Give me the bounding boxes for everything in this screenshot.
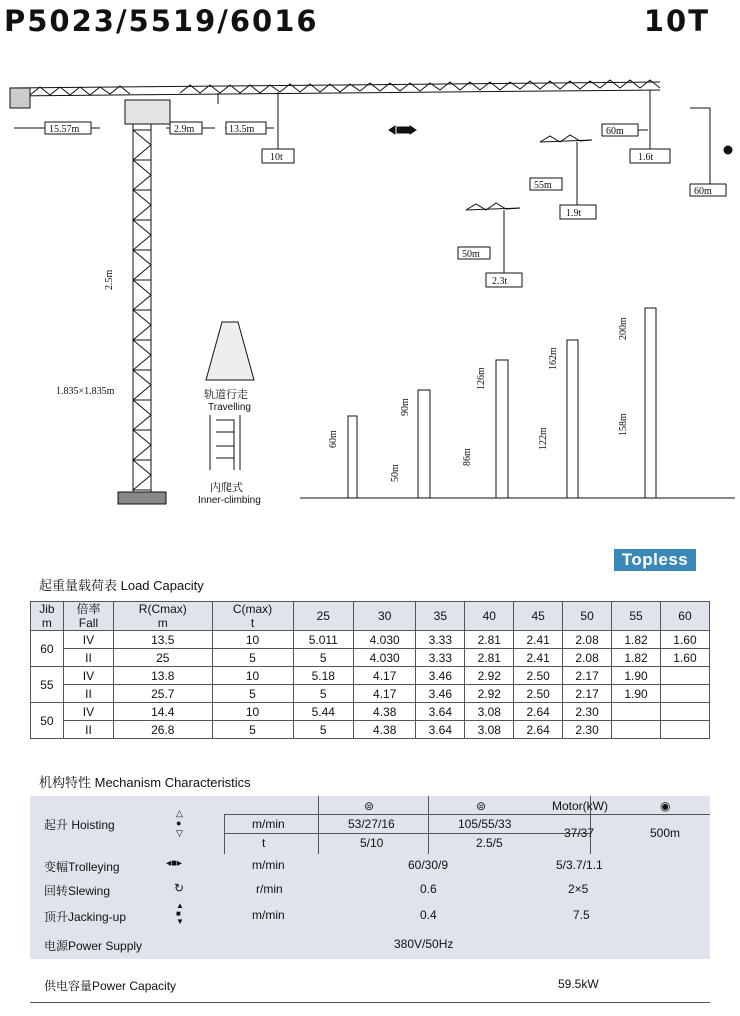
power-capacity-label: 供电容量Power Capacity [44, 979, 177, 993]
jib-length-cell: 60 [31, 631, 64, 667]
table-cell: 4.030 [354, 649, 416, 667]
header-line-1: 60 [678, 609, 692, 623]
dim-max-load-radius: 13.5m [229, 124, 255, 135]
table-header [416, 602, 465, 631]
table-row [31, 667, 710, 685]
header-line-1: 倍率 [76, 602, 101, 616]
table-cell: 5 [293, 649, 354, 667]
hoisting-rope: 500m [650, 826, 681, 840]
table-cell: 4.17 [354, 685, 416, 703]
table-header [114, 602, 212, 631]
dim-head: 2.9m [174, 124, 195, 135]
power-capacity-row [30, 959, 710, 1003]
table-header [293, 602, 354, 631]
hoisting-load-b: 2.5/5 [476, 836, 503, 850]
header-line-1: 25 [316, 609, 330, 623]
table-cell: 2.92 [465, 667, 514, 685]
header-line-1: 35 [433, 609, 447, 623]
hoisting-load-a: 5/10 [360, 836, 384, 850]
power-supply-label: 电源Power Supply [44, 939, 143, 953]
table-row [31, 649, 710, 667]
table-cell: 2.50 [514, 667, 563, 685]
hoisting-unit-speed: m/min [252, 817, 285, 831]
table-header [660, 602, 709, 631]
header-line-2: Fall [78, 616, 99, 630]
dim-jib-rear: 15.57m [49, 124, 80, 135]
inner-climbing-cn: 内爬式 [210, 481, 243, 494]
slewing-row [30, 877, 710, 902]
table-cell: II [63, 685, 113, 703]
header-line-2: m [157, 616, 168, 630]
height-label: 90m [400, 398, 411, 416]
jacking-unit: m/min [252, 908, 285, 922]
dim-jib-60-radius: 60m [606, 126, 624, 137]
table-row [31, 703, 710, 721]
trolleying-motor: 5/3.7/1.1 [556, 858, 603, 872]
table-cell: 4.38 [354, 703, 416, 721]
header-line-2: t [250, 616, 255, 630]
table-cell [660, 685, 709, 703]
slewing-unit: r/min [256, 882, 283, 896]
table-cell: 5 [212, 685, 293, 703]
height-label: 126m [476, 367, 487, 390]
table-header [514, 602, 563, 631]
table-cell: 2.17 [563, 667, 612, 685]
travelling-en: Travelling [208, 402, 251, 413]
jacking-speed: 0.4 [420, 908, 437, 922]
table-header [212, 602, 293, 631]
jacking-label: 顶升Jacking-up [44, 910, 127, 924]
table-cell: II [63, 721, 113, 739]
header-line-1: C(max) [232, 602, 273, 616]
table-cell: 3.33 [416, 631, 465, 649]
table-cell: 2.64 [514, 703, 563, 721]
power-capacity-value: 59.5kW [558, 977, 599, 991]
table-header [31, 602, 64, 631]
table-cell: 3.64 [416, 721, 465, 739]
table-cell: 10 [212, 631, 293, 649]
table-cell: 2.41 [514, 631, 563, 649]
table-cell: 3.33 [416, 649, 465, 667]
table-cell: 1.60 [660, 649, 709, 667]
hoisting-row [30, 796, 710, 855]
table-cell: 2.81 [465, 631, 514, 649]
table-header [563, 602, 612, 631]
table-cell: 3.64 [416, 703, 465, 721]
table-cell: 10 [212, 667, 293, 685]
slewing-label: 回转Slewing [44, 884, 111, 898]
table-cell: 3.08 [465, 721, 514, 739]
capacity-title: 10T [643, 4, 710, 38]
table-cell: IV [63, 703, 113, 721]
power-supply-row [30, 928, 710, 960]
table-header [465, 602, 514, 631]
table-cell: 1.90 [612, 685, 661, 703]
header-line-1: 45 [531, 609, 545, 623]
mechanism-table [30, 796, 710, 1006]
trolleying-row [30, 854, 710, 878]
table-cell: 2.08 [563, 631, 612, 649]
table-cell [660, 703, 709, 721]
table-cell: 26.8 [114, 721, 212, 739]
travelling-cn: 轨道行走 [204, 388, 248, 401]
load-capacity-table [30, 601, 710, 739]
dim-jib-50-tip-load: 2.3t [492, 276, 508, 287]
hoisting-label: 起升 Hoisting [44, 818, 115, 832]
header-line-2: m [41, 616, 52, 630]
header-line-1: 40 [482, 609, 496, 623]
dim-mast-section: 2.5m [104, 269, 115, 290]
table-header [612, 602, 661, 631]
rope-icon: ◉ [660, 799, 671, 813]
table-cell: 5.18 [293, 667, 354, 685]
table-cell: 2.41 [514, 649, 563, 667]
table-cell: 3.46 [416, 667, 465, 685]
header-line-1: 55 [629, 609, 643, 623]
up-down-icon: △ ● ▽ [176, 808, 183, 838]
height-label: 60m [328, 430, 339, 448]
hoisting-speed-b: 105/55/33 [458, 817, 512, 831]
header-line-1: 50 [580, 609, 594, 623]
jacking-row [30, 901, 710, 929]
slewing-speed: 0.6 [420, 882, 437, 896]
dim-max-load: 10t [270, 152, 283, 163]
table-cell: 1.82 [612, 631, 661, 649]
height-label: 86m [462, 448, 473, 466]
table-cell: IV [63, 631, 113, 649]
table-cell: 1.60 [660, 631, 709, 649]
height-label: 158m [618, 413, 629, 436]
jib-length-cell: 55 [31, 667, 64, 703]
mechanism-title: 机构特性 Mechanism Characteristics [39, 775, 251, 790]
table-cell: 5 [212, 721, 293, 739]
table-cell: 5.44 [293, 703, 354, 721]
drum-a-icon: ⊜ [364, 799, 375, 813]
trolley-icon: ◂■▸ [166, 858, 183, 869]
table-cell: 25.7 [114, 685, 212, 703]
table-cell: 1.90 [612, 667, 661, 685]
drum-b-icon: ⊜ [476, 799, 487, 813]
table-cell: 5 [293, 685, 354, 703]
table-cell: 2.50 [514, 685, 563, 703]
dim-jib-55-radius: 55m [534, 180, 552, 191]
table-cell: 1.82 [612, 649, 661, 667]
motor-header: Motor(kW) [552, 799, 608, 813]
height-label: 200m [618, 317, 629, 340]
hoisting-unit-load: t [262, 836, 266, 850]
slewing-icon: ↻ [174, 881, 185, 895]
table-cell: 5 [293, 721, 354, 739]
height-label: 122m [538, 427, 549, 450]
header-line-1: R(Cmax) [138, 602, 187, 616]
table-cell [660, 721, 709, 739]
hoisting-speed-a: 53/27/16 [348, 817, 395, 831]
topless-badge: Topless [614, 549, 696, 571]
table-cell: 13.8 [114, 667, 212, 685]
table-cell: 13.5 [114, 631, 212, 649]
table-cell: 3.08 [465, 703, 514, 721]
table-row [31, 721, 710, 739]
table-cell: 2.08 [563, 649, 612, 667]
trolleying-label: 变幅Trolleying [44, 860, 120, 874]
dim-jib-50-radius: 50m [462, 249, 480, 260]
trolleying-unit: m/min [252, 858, 285, 872]
hoisting-motor: 37/37 [564, 826, 595, 840]
table-cell [660, 667, 709, 685]
table-cell: 2.30 [563, 703, 612, 721]
table-cell: 2.64 [514, 721, 563, 739]
table-cell: 2.92 [465, 685, 514, 703]
table-header [354, 602, 416, 631]
dim-hook-height: 60m [694, 186, 712, 197]
trolleying-speed: 60/30/9 [408, 858, 449, 872]
jacking-motor: 7.5 [573, 908, 590, 922]
table-cell: 14.4 [114, 703, 212, 721]
table-cell: 4.030 [354, 631, 416, 649]
table-row [31, 685, 710, 703]
jacking-icon: ▲ ■ ▼ [176, 901, 184, 926]
table-cell: II [63, 649, 113, 667]
table-cell [612, 721, 661, 739]
slewing-motor: 2×5 [568, 882, 589, 896]
jib-length-cell: 50 [31, 703, 64, 739]
inner-climbing-en: Inner-climbing [198, 495, 261, 506]
table-cell: IV [63, 667, 113, 685]
dim-mast-size: 1.835×1.835m [56, 386, 115, 397]
table-cell: 2.30 [563, 721, 612, 739]
header-line-1: 30 [378, 609, 392, 623]
load-capacity-title: 起重量载荷表 Load Capacity [39, 578, 204, 593]
power-supply-value: 380V/50Hz [394, 937, 454, 951]
header-line-1: Jib [39, 602, 55, 616]
dim-jib-60-tip-load: 1.6t [638, 152, 654, 163]
table-cell: 5.011 [293, 631, 354, 649]
table-cell: 3.46 [416, 685, 465, 703]
table-cell [612, 703, 661, 721]
table-cell: 4.17 [354, 667, 416, 685]
table-cell: 2.81 [465, 649, 514, 667]
height-label: 162m [548, 347, 559, 370]
table-cell: 10 [212, 703, 293, 721]
height-label: 50m [390, 464, 401, 482]
table-header [63, 602, 113, 631]
dim-jib-55-tip-load: 1.9t [566, 208, 582, 219]
model-title: P5023/5519/6016 [4, 4, 319, 38]
table-cell: 5 [212, 649, 293, 667]
table-cell: 2.17 [563, 685, 612, 703]
table-cell: 25 [114, 649, 212, 667]
crane-diagram [0, 60, 740, 510]
table-cell: 4.38 [354, 721, 416, 739]
table-row [31, 631, 710, 649]
